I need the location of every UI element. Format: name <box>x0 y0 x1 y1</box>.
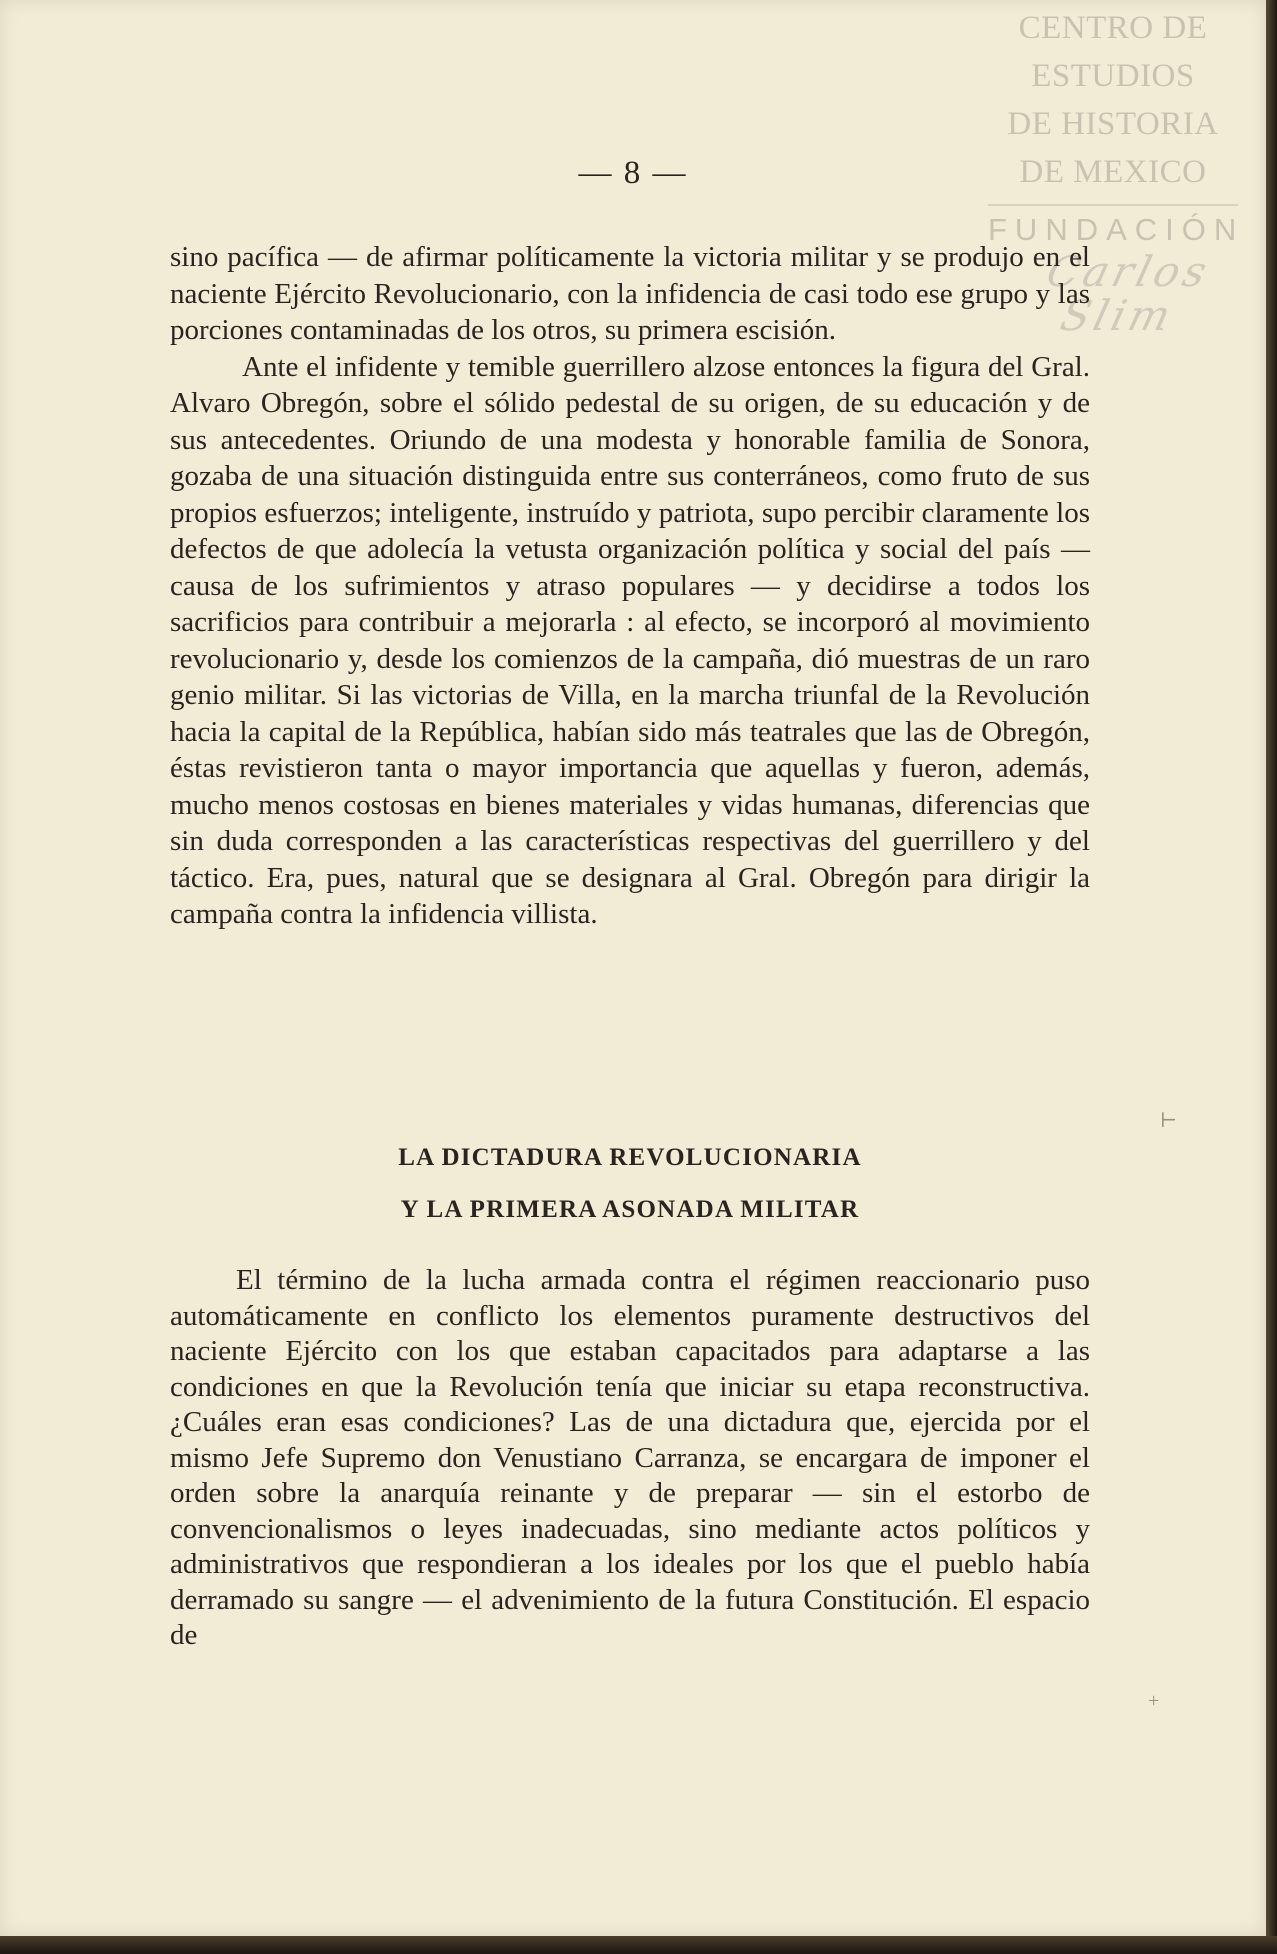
section-heading <box>170 1132 1090 1236</box>
body-text-top <box>170 239 1090 933</box>
watermark-line-2: ESTUDIOS <box>1031 58 1195 94</box>
heading-line-1: LA DICTADURA REVOLUCIONARIA <box>398 1144 862 1171</box>
body-text-bottom <box>170 1263 1090 1654</box>
paragraph-obregon: Ante el infidente y temible guerrillero alzose entonces la figura del Gral. Alvaro Obregón, sobre el sólido pedestal de su origen, de su educación y de sus antecedentes. Oriundo de una modesta y honorable familia de Sonora, gozaba de una situación distinguida entre sus conterráneos, como fruto de sus propios esfuerzos; inteligente, instruído y patriota, supo percibir claramente los defectos de que adolecía la vetusta organización política y social del país — causa de los sufrimientos y atraso populares — y decidirse a todos los sacrificios para contribuir a mejorarla : al efecto, se incorporó al movimiento revolucionario y, desde los comienzos de la campaña, dió muestras de un raro genio militar. Si las victorias de Villa, en la marcha triunfal de la Revolución hacia la capital de la República, habían sido más teatrales que las de Obregón, éstas revistieron tanta o mayor importancia que aquellas y fueron, además, mucho menos costosas en bienes materiales y vidas humanas, diferencias que sin duda corresponden a las características respectivas del guerrillero y del táctico. Era, pues, natural que se designara al Gral. Obregón para dirigir la campaña contra la infidencia villista. <box>170 350 1090 930</box>
watermark-line-1: CENTRO DE <box>1018 10 1208 46</box>
paragraph-continuation: sino pacífica — de afirmar políticamente la victoria militar y se produjo en el naciente Ejército Revolucionario, con la infidencia de casi todo ese grupo y las porciones contaminadas de los otros, su primera escisión. <box>170 241 1090 346</box>
watermark-divider <box>988 204 1238 206</box>
margin-mark: + <box>1148 1690 1160 1712</box>
margin-mark: ⊢ <box>1160 1110 1178 1132</box>
watermark-line-4: DE MEXICO <box>1019 154 1207 190</box>
scan-edge-right <box>1266 0 1277 1954</box>
scan-edge-bottom <box>0 1936 1277 1954</box>
paragraph-dictadura: El término de la lucha armada contra el régimen reaccionario puso automáticamente en conflicto los elementos puramente destructivos del naciente Ejército con los que estaban capacitados para adaptarse a las condiciones en que la Revolución tenía que iniciar su etapa reconstructiva. ¿Cuáles eran esas condiciones? Las de una dictadura que, ejercida por el mismo Jefe Supremo don Venustiano Carranza, se encargara de imponer el orden sobre la anarquía reinante y de preparar — sin el estorbo de convencionalismos o leyes inadecuadas, sino mediante actos políticos y administrativos que respondieran a los ideales por los que el pueblo había derramado su sangre — el advenimiento de la futura Constitución. El espacio de <box>170 1264 1090 1651</box>
watermark-line-3: DE HISTORIA <box>1007 106 1219 142</box>
heading-line-2: Y LA PRIMERA ASONADA MILITAR <box>400 1196 860 1223</box>
watermark-signature: Carlos Slim <box>1041 247 1216 340</box>
page-number: — 8 — <box>578 155 688 191</box>
watermark-fundacion: FUNDACIÓN <box>988 212 1245 247</box>
